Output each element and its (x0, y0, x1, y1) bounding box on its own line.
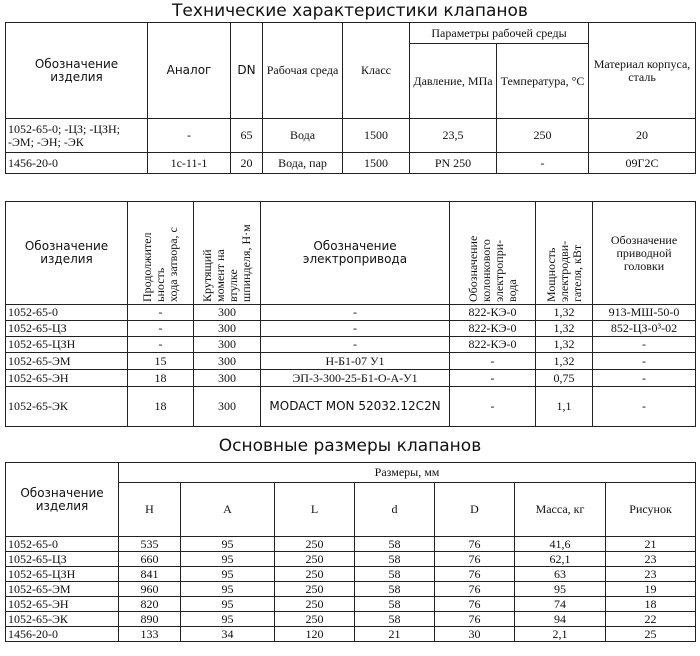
cell-duration: 18 (128, 387, 194, 427)
cell-a: 95 (181, 597, 275, 612)
cell-drive: MODACT MON 52032.12C2N (261, 387, 450, 427)
cell-mass: 94 (515, 612, 606, 627)
cell-mass: 41,6 (515, 537, 606, 552)
cell-drive: - (261, 321, 450, 337)
cell-mass: 74 (515, 597, 606, 612)
cell-power: 1,32 (536, 337, 593, 353)
cell-duration: - (128, 321, 194, 337)
cell-torque: 300 (194, 370, 261, 387)
cell-designation: 1052-65-ЦЗН (6, 337, 128, 353)
cell-designation: 1052-65-0 (6, 537, 119, 552)
header-power (536, 202, 593, 305)
cell-figure: 19 (606, 582, 696, 597)
header-dn: DN (231, 23, 263, 119)
cell-d-small: 21 (355, 627, 435, 642)
cell-power: 1,32 (536, 321, 593, 337)
cell-analog: - (148, 119, 231, 153)
cell-a: 95 (181, 612, 275, 627)
header-drive: Обозначение электропривода (261, 202, 450, 305)
cell-l: 250 (275, 537, 355, 552)
header-mass: Масса, кг (515, 483, 606, 537)
cell-a: 95 (181, 582, 275, 597)
header-l: L (275, 483, 355, 537)
table1-title: Технические характеристики клапанов (172, 1, 528, 21)
cell-l: 250 (275, 597, 355, 612)
header-d-large: D (435, 483, 515, 537)
cell-duration: - (128, 305, 194, 321)
header-pressure: Давление, МПа (410, 44, 497, 119)
cell-figure: 21 (606, 537, 696, 552)
cell-l: 250 (275, 582, 355, 597)
cell-d-small: 58 (355, 597, 435, 612)
cell-d-large: 76 (435, 582, 515, 597)
cell-designation: 1052-65-ЭМ (6, 582, 119, 597)
cell-torque: 300 (194, 305, 261, 321)
cell-torque: 300 (194, 337, 261, 353)
cell-h: 133 (119, 627, 181, 642)
cell-designation: 1052-65-ЭК (6, 387, 128, 427)
cell-torque: 300 (194, 353, 261, 370)
table-row (6, 370, 696, 387)
cell-mass: 2,1 (515, 627, 606, 642)
cell-column: 822-КЭ-0 (450, 321, 536, 337)
cell-designation: 1052-65-0 (6, 305, 128, 321)
header-designation: Обозначение изделия (6, 202, 128, 305)
cell-d-large: 30 (435, 627, 515, 642)
header-head: Обозначение приводной головки (593, 202, 696, 305)
cell-column: - (450, 353, 536, 370)
cell-figure: 18 (606, 597, 696, 612)
cell-designation: 1052-65-ЭК (6, 612, 119, 627)
cell-column: 822-КЭ-0 (450, 337, 536, 353)
cell-pressure: PN 250 (410, 153, 497, 174)
header-column-text: Обозначение колонкового электропри- вода (465, 235, 519, 302)
table-row (6, 627, 696, 642)
cell-duration: 15 (128, 353, 194, 370)
cell-analog: 1с-11-1 (148, 153, 231, 174)
table-row (6, 337, 696, 353)
table-row (6, 119, 696, 153)
table-row (6, 305, 696, 321)
header-designation: Обозначение изделия (6, 23, 148, 119)
cell-head: - (593, 387, 696, 427)
cell-designation: 1052-65-ЦЗН (6, 567, 119, 582)
sizes-table (5, 462, 696, 642)
cell-head: 852-ЦЗ-0³-02 (593, 321, 696, 337)
cell-class: 1500 (343, 153, 410, 174)
cell-drive: Н-Б1-07 У1 (261, 353, 450, 370)
cell-designation: 1052-65-ЦЗ (6, 552, 119, 567)
header-torque-text: Крутящий момент на втулке шпинделя, Н·м (200, 224, 253, 302)
cell-d-small: 58 (355, 537, 435, 552)
cell-temperature: 250 (497, 119, 589, 153)
header-h: H (119, 483, 181, 537)
cell-h: 535 (119, 537, 181, 552)
table-row (6, 537, 696, 552)
header-duration-text: Продолжител ьность хода затвора, с (140, 227, 180, 302)
header-material: Материал корпуса, сталь (589, 23, 696, 119)
cell-h: 841 (119, 567, 181, 582)
cell-d-large: 76 (435, 612, 515, 627)
header-power-text: Мощность электродви- гателя, кВт (543, 240, 584, 302)
cell-mass: 63 (515, 567, 606, 582)
cell-duration: 18 (128, 370, 194, 387)
cell-designation: 1052-65-ЭМ (6, 353, 128, 370)
cell-d-large: 76 (435, 552, 515, 567)
cell-head: - (593, 370, 696, 387)
header-medium: Рабочая среда (263, 23, 343, 119)
cell-pressure: 23,5 (410, 119, 497, 153)
table-row (6, 567, 696, 582)
table-row (6, 597, 696, 612)
header-class: Класс (343, 23, 410, 119)
cell-dn: 20 (231, 153, 263, 174)
table-row (6, 321, 696, 337)
cell-d-large: 76 (435, 567, 515, 582)
cell-head: - (593, 337, 696, 353)
cell-designation: 1052-65-ЭН (6, 597, 119, 612)
cell-temperature: - (497, 153, 589, 174)
table-row (6, 153, 696, 174)
cell-drive: - (261, 337, 450, 353)
header-sizes: Размеры, мм (119, 463, 696, 483)
cell-figure: 22 (606, 612, 696, 627)
header-designation: Обозначение изделия (6, 463, 119, 537)
table-row (6, 552, 696, 567)
cell-column: 822-КЭ-0 (450, 305, 536, 321)
header-column (450, 202, 536, 305)
table-row (6, 612, 696, 627)
drives-table (5, 201, 696, 427)
cell-designation: 1052-65-ЭН (6, 370, 128, 387)
table-row (6, 582, 696, 597)
cell-d-small: 58 (355, 567, 435, 582)
cell-designation: 1456-20-0 (6, 153, 148, 174)
cell-d-large: 76 (435, 537, 515, 552)
cell-head: - (593, 353, 696, 370)
cell-power: 0,75 (536, 370, 593, 387)
header-temperature: Температура, °C (497, 44, 589, 119)
cell-l: 250 (275, 567, 355, 582)
cell-material: 09Г2С (589, 153, 696, 174)
cell-h: 960 (119, 582, 181, 597)
cell-drive: - (261, 305, 450, 321)
cell-a: 95 (181, 537, 275, 552)
cell-d-small: 58 (355, 582, 435, 597)
cell-power: 1,1 (536, 387, 593, 427)
cell-power: 1,32 (536, 305, 593, 321)
header-duration (128, 202, 194, 305)
cell-l: 250 (275, 552, 355, 567)
table3-title: Основные размеры клапанов (218, 436, 482, 456)
header-d-small: d (355, 483, 435, 537)
header-a: A (181, 483, 275, 537)
cell-designation: 1052-65-0; -ЦЗ; -ЦЗН; -ЭМ; -ЭН; -ЭК (6, 119, 148, 153)
cell-d-large: 76 (435, 597, 515, 612)
cell-class: 1500 (343, 119, 410, 153)
cell-head: 913-МШ-50-0 (593, 305, 696, 321)
cell-a: 95 (181, 567, 275, 582)
cell-l: 120 (275, 627, 355, 642)
cell-a: 95 (181, 552, 275, 567)
cell-mass: 62,1 (515, 552, 606, 567)
cell-torque: 300 (194, 321, 261, 337)
cell-drive: ЭП-3-300-25-Б1-О-А-У1 (261, 370, 450, 387)
cell-d-small: 58 (355, 612, 435, 627)
cell-dn: 65 (231, 119, 263, 153)
cell-h: 820 (119, 597, 181, 612)
cell-a: 34 (181, 627, 275, 642)
cell-designation: 1456-20-0 (6, 627, 119, 642)
cell-medium: Вода (263, 119, 343, 153)
cell-l: 250 (275, 612, 355, 627)
table-row (6, 387, 696, 427)
header-analog: Аналог (148, 23, 231, 119)
table-row (6, 353, 696, 370)
cell-column: - (450, 387, 536, 427)
cell-power: 1,32 (536, 353, 593, 370)
header-figure: Рисунок (606, 483, 696, 537)
cell-medium: Вода, пар (263, 153, 343, 174)
cell-material: 20 (589, 119, 696, 153)
cell-h: 890 (119, 612, 181, 627)
cell-column: - (450, 370, 536, 387)
cell-figure: 23 (606, 552, 696, 567)
specs-table (5, 22, 696, 174)
header-env-params: Параметры рабочей среды (410, 23, 589, 44)
cell-designation: 1052-65-ЦЗ (6, 321, 128, 337)
cell-mass: 95 (515, 582, 606, 597)
cell-torque: 300 (194, 387, 261, 427)
header-torque (194, 202, 261, 305)
cell-duration: - (128, 337, 194, 353)
cell-figure: 23 (606, 567, 696, 582)
cell-d-small: 58 (355, 552, 435, 567)
cell-h: 660 (119, 552, 181, 567)
cell-figure: 25 (606, 627, 696, 642)
